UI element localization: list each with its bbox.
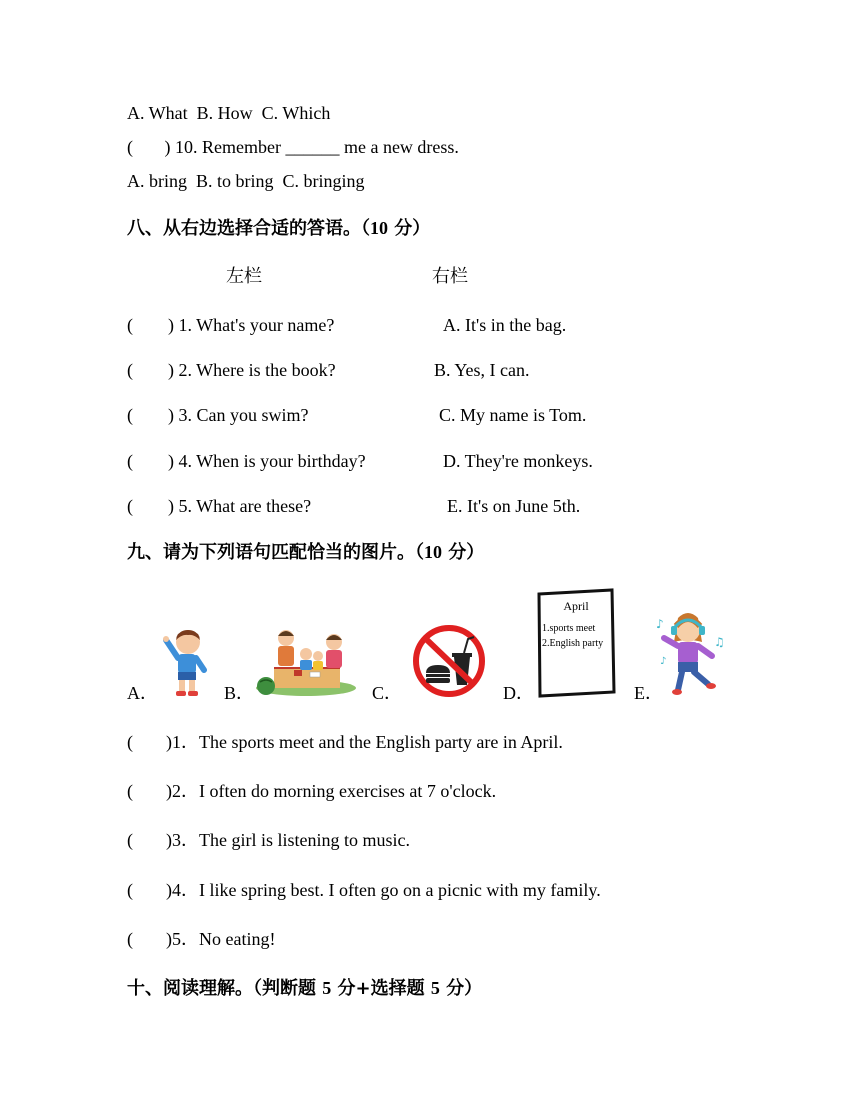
section10-title: 十、阅读理解。（判断题 5 分+选择题 5 分） xyxy=(127,978,483,999)
question-text: ) 4. When is your birthday? xyxy=(168,451,366,471)
answer-paren: ( xyxy=(127,880,133,900)
question-text: ) 1. What's your name? xyxy=(168,315,335,335)
calendar-month: April xyxy=(563,599,589,613)
answer-text: E. It's on June 5th. xyxy=(447,496,581,516)
q10-question: ( ) 10. Remember ______ me a new dress. xyxy=(127,137,459,157)
svg-text:♫: ♫ xyxy=(714,635,725,649)
family-picnic-image xyxy=(254,624,358,698)
question-text: )2．I often do morning exercises at 7 o'clock. xyxy=(166,781,497,801)
option-d-label: D． xyxy=(503,683,534,703)
answer-paren: ( xyxy=(127,830,133,850)
question-text: )5．No eating! xyxy=(166,929,276,949)
answer-paren: ( xyxy=(127,360,133,380)
right-column-header: 右栏 xyxy=(432,266,468,287)
answer-paren: ( xyxy=(127,496,133,516)
question-text: )1．The sports meet and the English party are in April. xyxy=(166,732,563,752)
question-text: )4．I like spring best. I often go on a picnic with my family. xyxy=(166,880,601,900)
answer-paren: ( xyxy=(127,732,133,752)
answer-text: D. They're monkeys. xyxy=(443,451,593,471)
april-calendar-image xyxy=(536,588,616,698)
answer-paren: ( xyxy=(127,405,133,425)
answer-text: C. My name is Tom. xyxy=(439,405,587,425)
answer-paren: ( xyxy=(127,781,133,801)
option-e-label: E． xyxy=(634,683,663,703)
question-text: ) 5. What are these? xyxy=(168,496,312,516)
boy-exercising-image xyxy=(158,628,212,698)
question-text: )3．The girl is listening to music. xyxy=(166,830,410,850)
answer-paren: ( xyxy=(127,929,133,949)
answer-paren: ( xyxy=(127,315,133,335)
option-a-label: A． xyxy=(127,683,158,703)
girl-listening-music-image xyxy=(652,608,728,698)
option-b-label: B． xyxy=(224,683,255,703)
calendar-item-2: 2.English party xyxy=(542,638,604,649)
section8-title: 八、从右边选择合适的答语。（10 分） xyxy=(127,218,431,239)
question-text: ) 3. Can you swim? xyxy=(168,405,309,425)
question-text: ) 2. Where is the book? xyxy=(168,360,336,380)
answer-text: B. Yes, I can. xyxy=(434,360,530,380)
section9-title: 九、请为下列语句匹配恰当的图片。（10 分） xyxy=(127,542,485,563)
calendar-item-1: 1.sports meet xyxy=(542,623,596,634)
left-column-header: 左栏 xyxy=(226,266,262,287)
answer-paren: ( xyxy=(127,451,133,471)
answer-text: A. It's in the bag. xyxy=(443,315,567,335)
q10-options: A. bring B. to bring C. bringing xyxy=(127,171,365,191)
no-eating-sign-image xyxy=(410,623,488,699)
svg-text:♪: ♪ xyxy=(656,617,664,631)
q9-options: A. What B. How C. Which xyxy=(127,103,331,123)
svg-text:♪: ♪ xyxy=(660,656,667,667)
option-c-label: C． xyxy=(372,683,403,703)
